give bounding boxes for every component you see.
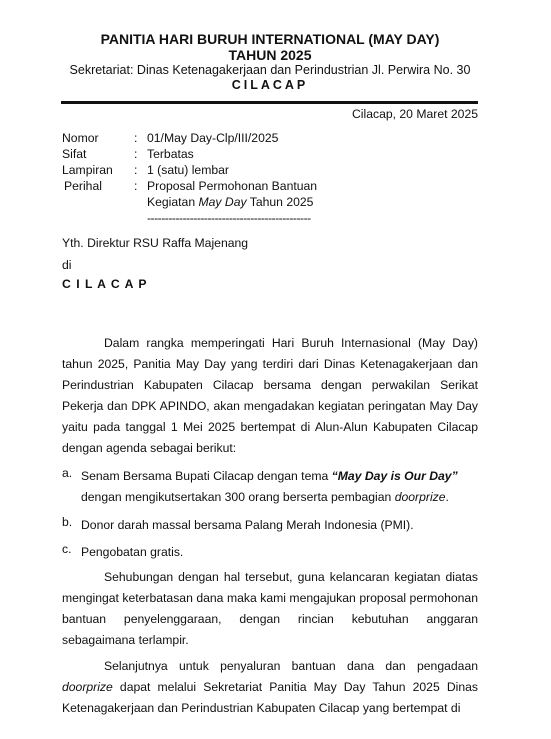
meta-label: Sifat xyxy=(62,147,87,161)
letter-date: Cilacap, 20 Maret 2025 xyxy=(351,107,478,121)
paragraph-segment-italic: doorprize xyxy=(62,680,113,694)
list-marker: b. xyxy=(62,515,73,529)
meta-label: Nomor xyxy=(62,131,99,145)
list-item-text: Donor darah massal bersama Palang Merah Indonesia (PMI). xyxy=(81,518,414,532)
meta-value: 01/May Day-Clp/III/2025 xyxy=(147,131,279,145)
meta-dashes: ---------------------------------------------- xyxy=(147,211,311,225)
meta-value: Proposal Permohonan Bantuan xyxy=(147,179,318,193)
meta-value: 1 (satu) lembar xyxy=(147,163,229,177)
list-marker: a. xyxy=(62,466,73,480)
recipient-line3: C I L A C A P xyxy=(62,277,148,291)
letterhead-org: PANITIA HARI BURUH INTERNATIONAL (MAY DAY) xyxy=(100,31,440,47)
paragraph-segment: dapat melalui Sekretariat Panitia May Day Tahun 2025 Dinas Ketenagakerjaan dan Perindustrian Kabupaten Cilacap yang bertempat di xyxy=(62,680,478,715)
body-paragraph-2 xyxy=(62,567,478,651)
meta-colon: : xyxy=(134,179,138,193)
meta-colon: : xyxy=(134,147,138,161)
meta-label: Perihal xyxy=(64,179,102,193)
recipient-line2: di xyxy=(62,258,72,272)
meta-text: Tahun 2025 xyxy=(246,195,314,209)
item-text: . xyxy=(445,490,449,504)
body-paragraph-1 xyxy=(62,333,478,459)
item-text-italic: doorprize xyxy=(394,490,446,504)
paragraph-segment: Selanjutnya untuk penyaluran bantuan dana dan pengadaan xyxy=(104,659,478,673)
letterhead-city: CILACAP xyxy=(231,78,309,92)
body-paragraph-3 xyxy=(62,656,478,719)
list-marker: c. xyxy=(62,542,72,556)
item-text: dengan mengikutsertakan 300 orang berserta pembagian xyxy=(81,490,395,504)
item-theme: “May Day is Our Day” xyxy=(331,469,458,483)
letterhead-year: TAHUN 2025 xyxy=(228,47,312,63)
paragraph-text: Sehubungan dengan hal tersebut, guna kelancaran kegiatan diatas mengingat keterbatasan dana maka kami mengajukan proposal permohonan bantuan penyelenggaraan, dengan rincian kebutuhan anggaran sebagaimana terlampir. xyxy=(62,570,478,647)
meta-colon: : xyxy=(134,131,138,145)
meta-label: Lampiran xyxy=(62,163,113,177)
list-item-text: Pengobatan gratis. xyxy=(81,545,184,559)
paragraph-text: Dalam rangka memperingati Hari Buruh Internasional (May Day) tahun 2025, Panitia May Day yang terdiri dari Dinas Ketenagakerjaan dan Perindustrian Kabupaten Cilacap bersama dengan perwakilan Serikat Pekerja dan DPK APINDO, akan mengadakan kegiatan peringatan May Day yaitu pada tanggal 1 Mei 2025 bertempat di Alun-Alun Kabupaten Cilacap dengan agenda sebagai berikut: xyxy=(62,336,478,455)
recipient-line1: Yth. Direktur RSU Raffa Majenang xyxy=(62,236,249,250)
meta-text-italic: May Day xyxy=(198,195,247,209)
meta-colon: : xyxy=(134,163,138,177)
meta-value-cont xyxy=(147,195,313,209)
item-text: Senam Bersama Bupati Cilacap dengan tema xyxy=(81,469,332,483)
paragraph-text xyxy=(62,656,478,719)
meta-text: Kegiatan xyxy=(147,195,199,209)
meta-value: Terbatas xyxy=(147,147,194,161)
letterhead-divider xyxy=(61,101,478,104)
letterhead-secretariat: Sekretariat: Dinas Ketenagakerjaan dan Perindustrian Jl. Perwira No. 30 xyxy=(69,63,471,77)
list-item-text xyxy=(81,466,478,508)
